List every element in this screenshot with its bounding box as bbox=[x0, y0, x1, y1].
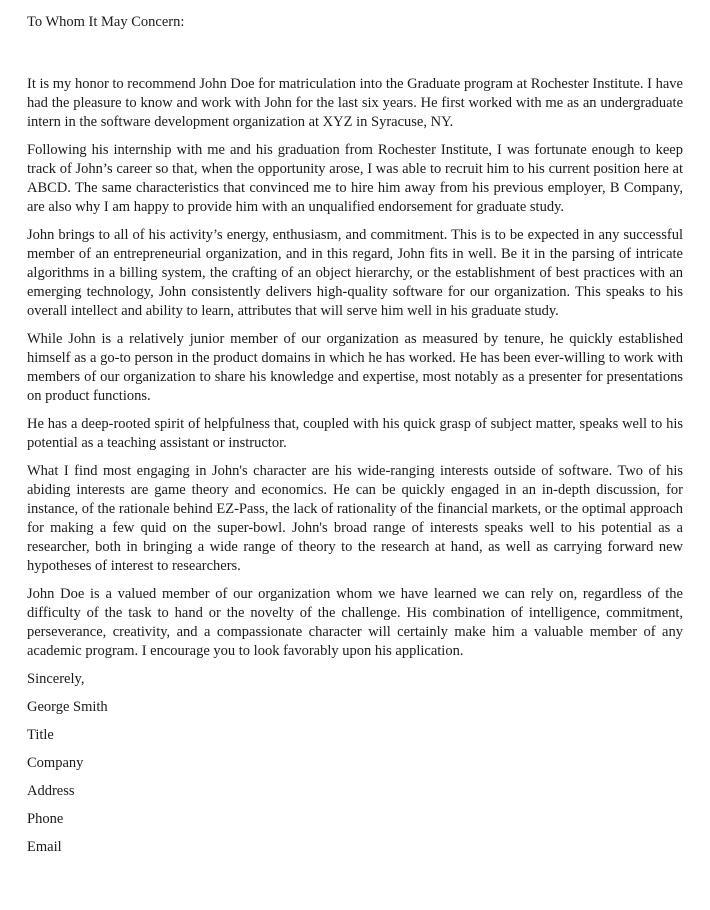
paragraph-organizational-role: While John is a relatively junior member of our organization as measured by tenure, he quickly established himself as a go-to person in the product domains in which he has worked. He has been ever-willing to work with members of our organization to share his knowledge and expertise, most notably as a presenter for presentations on product functions. bbox=[27, 331, 683, 404]
closing-valediction: Sincerely, bbox=[27, 671, 85, 687]
paragraph-helpfulness: He has a deep-rooted spirit of helpfulness that, coupled with his quick grasp of subject matter, speaks well to his potential as a teaching assistant or instructor. bbox=[27, 416, 683, 451]
salutation: To Whom It May Concern: bbox=[27, 14, 185, 30]
paragraph-internship-history: Following his internship with me and his graduation from Rochester Institute, I was fortunate enough to keep track of John’s career so that, when the opportunity arose, I was able to recruit him to his current position here at ABCD. The same characteristics that convinced me to hire him away from his previous employer, B Company, are also why I am happy to provide him with an unqualified endorsement for graduate study. bbox=[27, 142, 683, 215]
signature-name: George Smith bbox=[27, 699, 108, 715]
paragraph-work-qualities: John brings to all of his activity’s energy, enthusiasm, and commitment. This is to be expected in any successful member of an entrepreneurial organization, and in this regard, John fits in well. Be it in the parsing of intricate algorithms in a billing system, the crafting of an object hierarchy, or the establishment of best practices with an emerging technology, John consistently delivers high-quality software for our organization. This speaks to his overall intellect and ability to learn, attributes that will serve him well in his graduate study. bbox=[27, 227, 683, 319]
signature-title: Title bbox=[27, 727, 54, 743]
paragraph-conclusion: John Doe is a valued member of our organization whom we have learned we can rely on, regardless of the difficulty of the task to hand or the novelty of the challenge. His combination of intelligence, commitment, perseverance, creativity, and a compassionate character will certainly make him a valuable member of any academic program. I encourage you to look favorably upon his application. bbox=[27, 586, 683, 659]
signature-email: Email bbox=[27, 839, 62, 855]
signature-address: Address bbox=[27, 783, 75, 799]
signature-phone: Phone bbox=[27, 811, 64, 827]
signature-company: Company bbox=[27, 755, 84, 771]
paragraph-outside-interests: What I find most engaging in John's character are his wide-ranging interests outside of software. Two of his abiding interests are game theory and economics. He can be quickly engaged in an in-depth discussion, for instance, of the rationale behind EZ-Pass, the lack of rationality of the financial markets, or the optimal approach for making a few quid on the super-bowl. John's broad range of interests speaks well to his potential as a researcher, both in bringing a wide range of theory to the research at hand, as well as carrying forward new hypotheses of interest to researchers. bbox=[27, 463, 683, 574]
paragraph-introduction: It is my honor to recommend John Doe for matriculation into the Graduate program at Rochester Institute. I have had the pleasure to know and work with John for the last six years. He first worked with me as an undergraduate intern in the software development organization at XYZ in Syracuse, NY. bbox=[27, 76, 683, 130]
